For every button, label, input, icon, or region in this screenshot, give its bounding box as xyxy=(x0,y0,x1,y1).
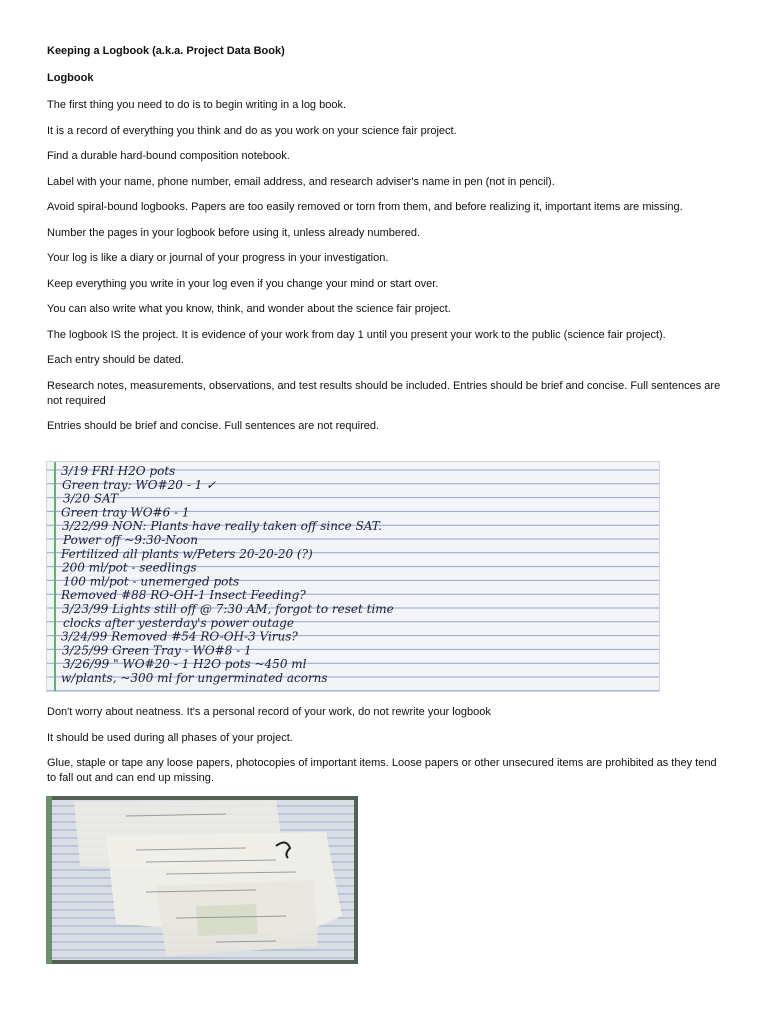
document-body-continued xyxy=(47,705,727,797)
paragraph: You can also write what you know, think, and wonder about the science fair project. xyxy=(47,303,451,315)
paragraph: Avoid spiral-bound logbooks. Papers are too easily removed or torn from them, and before realizing it, important items are missing. xyxy=(47,201,683,213)
paragraph: The first thing you need to do is to begin writing in a log book. xyxy=(47,99,347,111)
paragraph: It should be used during all phases of your project. xyxy=(47,731,293,744)
handwritten-entry: 3/25/99 Green Tray - WO#8 - 1 xyxy=(62,643,252,658)
paragraph: Keep everything you write in your log even if you change your mind or start over. xyxy=(47,277,439,290)
handwritten-entry: 3/24/99 Removed #54 RO-OH-3 Virus? xyxy=(61,629,298,644)
paragraph: Entries should be brief and concise. Full sentences are not required. xyxy=(47,420,380,432)
paragraph: Label with your name, phone number, email address, and research adviser's name in pen (not in pencil). xyxy=(47,175,555,188)
glued-papers-drawing xyxy=(46,796,358,964)
paragraph: Don't worry about neatness. It's a personal record of your work, do not rewrite your logbook xyxy=(47,706,491,718)
glued-papers-photo xyxy=(46,796,358,964)
handwritten-entry: 3/19 FRI H2O pots xyxy=(61,464,176,478)
handwritten-entry: w/plants, ~300 ml for ungerminated acorns xyxy=(61,671,328,685)
handwritten-entry: clocks after yesterday's power outage xyxy=(63,615,294,630)
handwritten-entry: Green tray: WO#20 - 1 ✓ xyxy=(62,477,217,492)
handwritten-entry: 100 ml/pot - unemerged pots xyxy=(63,574,240,589)
logbook-page-drawing xyxy=(47,462,659,691)
handwritten-entry: Power off ~9:30-Noon xyxy=(63,533,199,547)
handwritten-entry: 200 ml/pot - seedlings xyxy=(62,560,197,575)
handwritten-entry: Fertilized all plants w/Peters 20-20-20 (?) xyxy=(61,546,313,561)
logbook-page-photo xyxy=(46,461,660,692)
paragraph: The logbook IS the project. It is evidence of your work from day 1 until you present your work to the public (science fair project). xyxy=(47,328,666,341)
paragraph: Glue, staple or tape any loose papers, photocopies of important items. Loose papers or other unsecured items are prohibited as they tend to fall out and can end up missing. xyxy=(47,757,717,784)
handwritten-entry: 3/20 SAT xyxy=(63,491,118,506)
handwritten-entry: 3/26/99 " WO#20 - 1 H2O pots ~450 ml xyxy=(63,657,307,672)
glued-card xyxy=(196,904,258,936)
section-heading: Logbook xyxy=(47,72,94,84)
paragraph: Your log is like a diary or journal of your progress in your investigation. xyxy=(47,252,389,264)
paragraph: Research notes, measurements, observations, and test results should be included. Entries should be brief and concise. Full sentences are not required xyxy=(47,379,721,407)
document-title: Keeping a Logbook (a.k.a. Project Data Book) xyxy=(47,45,285,57)
handwritten-entry: Green tray WO#6 - 1 xyxy=(61,505,190,520)
paragraph: It is a record of everything you think and do as you work on your science fair project. xyxy=(47,124,457,137)
paragraph: Find a durable hard-bound composition notebook. xyxy=(47,150,290,162)
paragraph: Each entry should be dated. xyxy=(47,354,184,366)
handwritten-entry: 3/22/99 NON: Plants have really taken off since SAT. xyxy=(62,519,382,534)
paragraph: Number the pages in your logbook before using it, unless already numbered. xyxy=(47,226,421,239)
handwritten-entry: 3/23/99 Lights still off @ 7:30 AM, forgot to reset time xyxy=(62,602,394,616)
handwritten-entry: Removed #88 RO-OH-1 Insect Feeding? xyxy=(61,588,306,603)
document-body xyxy=(47,44,727,445)
